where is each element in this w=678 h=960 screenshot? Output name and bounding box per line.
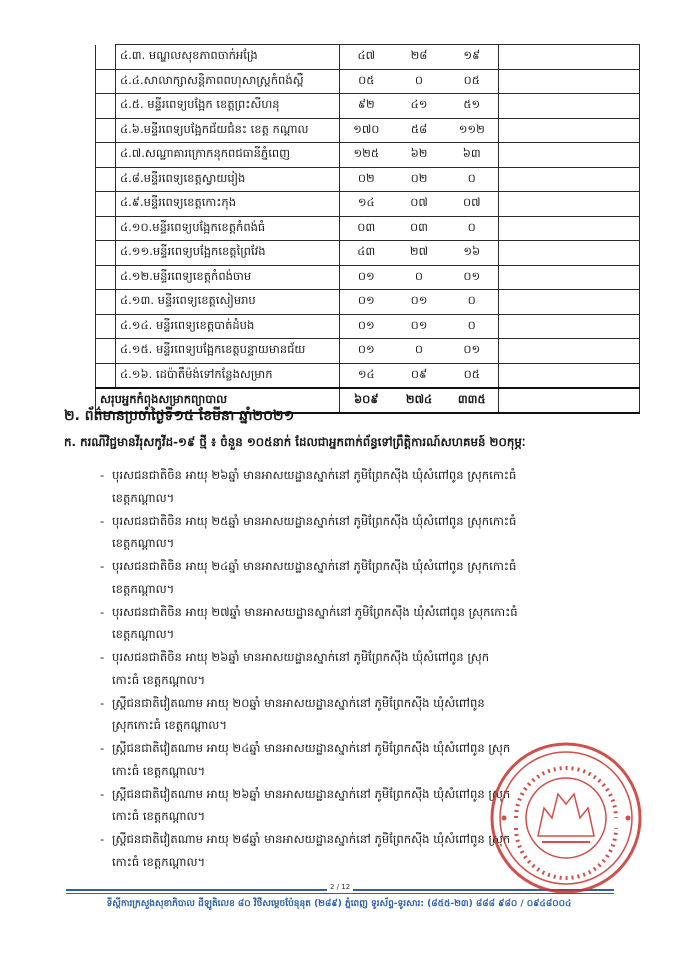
indent-cell: [96, 94, 116, 119]
total-female-cell: ៣៣៥: [446, 388, 499, 413]
total-male-cell: ២៧៤: [393, 388, 446, 413]
total-cell: ១២៥: [340, 143, 393, 168]
table-row: [96, 192, 640, 217]
female-cell: ១៩: [446, 45, 499, 70]
bullet-dash: -: [100, 650, 105, 664]
male-cell: ០២: [393, 167, 446, 192]
table-row: [96, 314, 640, 339]
blank-cell: [499, 265, 640, 290]
female-cell: ០: [446, 216, 499, 241]
list-item: [100, 692, 640, 737]
bullet-dash: -: [100, 559, 105, 573]
case-line1: បុរសជនជាតិចិន អាយុ ២៦ឆ្នាំ មានអាសយដ្ឋានស្នាក់នៅ ភូមិព្រែកស៊ីង ឃុំសំពៅពូន ស្រុក: [112, 650, 490, 664]
indent-cell: [96, 339, 116, 364]
blank-cell: [499, 314, 640, 339]
male-cell: ០១: [393, 314, 446, 339]
grand-total-cell: ៦០៩: [340, 388, 393, 413]
section-heading: ២. ព័ត៌មានប្រចាំថ្ងៃទី១៥ ខែមីនា ឆ្នាំ២០២១: [64, 408, 295, 424]
bullet-dash: -: [100, 741, 105, 755]
total-cell: ៩២: [340, 94, 393, 119]
indent-cell: [96, 45, 116, 70]
male-cell: ០៣: [393, 216, 446, 241]
blank-cell: [499, 192, 640, 217]
blank-cell: [499, 241, 640, 266]
blank-cell: [499, 290, 640, 315]
case-line2: ខេត្តកណ្ដាល។: [112, 490, 175, 505]
facility-name-cell: ៤.១១.មន្ទីរពេទ្យបង្អែកខេត្តព្រៃវែង: [116, 241, 340, 266]
bullet-dash: -: [100, 513, 105, 528]
total-cell: ០១: [340, 314, 393, 339]
total-cell: ១៤: [340, 363, 393, 388]
total-cell: ០២: [340, 167, 393, 192]
table-row: [96, 94, 640, 119]
indent-cell: [96, 314, 116, 339]
table-row: [96, 265, 640, 290]
total-cell: ១៤: [340, 192, 393, 217]
female-cell: ៥១: [446, 94, 499, 119]
female-cell: ០: [446, 167, 499, 192]
facility-name-cell: ៤.១៤. មន្ទីរពេទ្យខេត្តបាត់ដំបង: [116, 314, 340, 339]
blank-cell: [499, 94, 640, 119]
total-cell: ០១: [340, 339, 393, 364]
case-line1: បុរសជនជាតិចិន អាយុ ២៤ឆ្នាំ មានអាសយដ្ឋានស្នាក់នៅ ភូមិព្រែកស៊ីង ឃុំសំពៅពូន ស្រុកកោះធំ: [112, 559, 517, 573]
table-row: [96, 69, 640, 94]
case-line1: ស្ត្រីជនជាតិវៀតណាម អាយុ ២៨ឆ្នាំ មានអាសយដ្ឋានស្នាក់នៅ ភូមិព្រែកស៊ីង ឃុំសំពៅពូន ស្រុក: [112, 832, 511, 846]
table-row: [96, 143, 640, 168]
case-line2: ខេត្តកណ្ដាល។: [112, 536, 175, 550]
list-item: [100, 646, 640, 691]
male-cell: ២៨: [393, 45, 446, 70]
female-cell: ០៧: [446, 192, 499, 217]
table-row: [96, 290, 640, 315]
male-cell: ០: [393, 69, 446, 94]
table-row: [96, 241, 640, 266]
case-line1: ស្ត្រីជនជាតិវៀតណាម អាយុ ២០ឆ្នាំ មានអាសយដ្ឋានស្នាក់នៅ ភូមិព្រែកស៊ីង ឃុំសំពៅពូន: [112, 695, 485, 710]
facility-name-cell: ៤.១៥. មន្ទីរពេទ្យបង្អែកខេត្តបន្ទាយមានជ័យ: [116, 339, 340, 364]
indent-cell: [96, 290, 116, 315]
facility-name-cell: ៤.៩.មន្ទីរពេទ្យខេត្តកោះកុង: [116, 192, 340, 217]
blank-cell: [499, 363, 640, 388]
case-line2: ខេត្តកណ្ដាល។: [112, 581, 175, 596]
list-item: [100, 510, 640, 555]
indent-cell: [96, 69, 116, 94]
facility-name-cell: ៤.៣. មណ្ឌលសុខភាពចាក់អង្រែ: [116, 45, 340, 70]
indent-cell: [96, 143, 116, 168]
case-line1: ស្ត្រីជនជាតិវៀតណាម អាយុ ២៦ឆ្នាំ មានអាសយដ្ឋានស្នាក់នៅ ភូមិព្រែកស៊ីង ឃុំសំពៅពូន ស្រុក: [112, 786, 511, 801]
case-line2: កោះធំ ខេត្តកណ្ដាល។: [112, 854, 206, 869]
table-row: [96, 216, 640, 241]
total-cell: ៤៣: [340, 241, 393, 266]
blank-cell: [499, 167, 640, 192]
female-cell: ៦៣: [446, 143, 499, 168]
female-cell: ០៥: [446, 363, 499, 388]
indent-cell: [96, 363, 116, 388]
facility-name-cell: ៤.១០.មន្ទីរពេទ្យបង្អែកខេត្តកំពង់ធំ: [116, 216, 340, 241]
male-cell: ០: [393, 265, 446, 290]
female-cell: ១៦: [446, 241, 499, 266]
male-cell: ៤១: [393, 94, 446, 119]
male-cell: ២៧: [393, 241, 446, 266]
facility-name-cell: ៤.៦.មន្ទីរពេទ្យបង្អែកជ័យជំនះ ខេត្ត កណ្ដាល: [116, 118, 340, 143]
total-cell: ១៧០: [340, 118, 393, 143]
blank-cell: [499, 45, 640, 70]
page-number: 2 / 12: [327, 883, 353, 891]
official-seal-icon: [486, 738, 646, 898]
total-cell: ០១: [340, 290, 393, 315]
facility-name-cell: ៤.១៣. មន្ទីរពេទ្យខេត្តសៀមរាប: [116, 290, 340, 315]
facility-name-cell: ៤.៥. មន្ទីរពេទ្យបង្អែក ខេត្តព្រះសីហនុ: [116, 94, 340, 119]
indent-cell: [96, 167, 116, 192]
case-line1: ស្ត្រីជនជាតិវៀតណាម អាយុ ២៤ឆ្នាំ មានអាសយដ្ឋានស្នាក់នៅ ភូមិព្រែកស៊ីង ឃុំសំពៅពូន ស្រុក: [112, 741, 511, 755]
table-row: [96, 363, 640, 388]
female-cell: ០: [446, 314, 499, 339]
total-cell: ៤៧: [340, 45, 393, 70]
facility-name-cell: ៤.៨.មន្ទីរពេទ្យខេត្តស្វាយរៀង: [116, 167, 340, 192]
female-cell: ០៥: [446, 69, 499, 94]
case-line1: បុរសជនជាតិចិន អាយុ ២៦ឆ្នាំ មានអាសយដ្ឋានស្នាក់នៅ ភូមិព្រែកស៊ីង ឃុំសំពៅពូន ស្រុកកោះធំ: [112, 468, 517, 482]
indent-cell: [96, 216, 116, 241]
male-cell: ០៧: [393, 192, 446, 217]
total-cell: ០១: [340, 265, 393, 290]
table-row: [96, 118, 640, 143]
table-row: [96, 167, 640, 192]
blank-cell: [499, 216, 640, 241]
male-cell: ០: [393, 339, 446, 364]
case-line2: កោះធំ ខេត្តកណ្ដាល។: [112, 672, 206, 687]
bullet-dash: -: [100, 832, 105, 846]
bullet-dash: -: [100, 604, 105, 619]
indent-cell: [96, 265, 116, 290]
blank-cell: [499, 118, 640, 143]
case-line2: កោះធំ ខេត្តកណ្ដាល។: [112, 809, 206, 823]
table-body: [96, 45, 640, 413]
facility-name-cell: ៤.៤.សាលាក្សាសន្តិភាពពហុសាស្ត្រកំពង់ស្ពឺ: [116, 69, 340, 94]
case-line2: ស្រុកកោះធំ ខេត្តកណ្ដាល។: [112, 718, 227, 732]
treatment-table: [95, 44, 640, 414]
footer-address: ទីស្តីការក្រសួងសុខាភិបាល ដីឡូតិលេខ ៨០ វិថីសម្តេចប៉ែនុនុត (២៨៩) ភ្នំពេញ ទូរស័ព្ទ-ទូរសារ: (៨៥៥-២៣) ៨៨៨ ៩៨០ / ០៩៤៨០០៤: [106, 899, 572, 909]
list-item: [100, 555, 640, 600]
list-item: [100, 464, 640, 509]
sub-heading: ក. ករណីវិជ្ជមានវីរុសកូវីដ-១៩ ថ្មី ៖ ចំនួន ១០៥នាក់ ដែលជាអ្នកពាក់ព័ន្ធទៅព្រឹត្តិការណ៍សហគមន៍ ២០កុម្ភៈ: [64, 435, 526, 449]
indent-cell: [96, 241, 116, 266]
case-line1: បុរសជនជាតិចិន អាយុ ២៧ឆ្នាំ មានអាសយដ្ឋានស្នាក់នៅ ភូមិព្រែកស៊ីង ឃុំសំពៅពូន ស្រុកកោះធំ: [112, 604, 518, 619]
list-item: [100, 601, 640, 646]
bullet-dash: -: [100, 786, 105, 801]
facility-name-cell: ៤.១៦. ដេប៉ាតឹម៉ង់ទៅកន្លែងសម្រាក: [116, 363, 340, 388]
case-line2: ខេត្តកណ្ដាល។: [112, 627, 175, 641]
bullet-dash: -: [100, 695, 105, 710]
table-row: [96, 339, 640, 364]
total-cell: ០៥: [340, 69, 393, 94]
case-line1: បុរសជនជាតិចិន អាយុ ២៥ឆ្នាំ មានអាសយដ្ឋានស្នាក់នៅ ភូមិព្រែកស៊ីង ឃុំសំពៅពូន ស្រុកកោះធំ: [112, 513, 517, 528]
bullet-dash: -: [100, 468, 105, 482]
blank-cell: [499, 143, 640, 168]
facility-name-cell: ៤.៧.សណ្ឋាគារក្រោកនុកពជធានីភ្នំពេញ: [116, 143, 340, 168]
male-cell: ០៩: [393, 363, 446, 388]
blank-cell: [499, 339, 640, 364]
total-cell: ០៣: [340, 216, 393, 241]
female-cell: ០១: [446, 339, 499, 364]
facility-name-cell: ៤.១២.មន្ទីរពេទ្យខេត្តកំពង់ចាម: [116, 265, 340, 290]
male-cell: ៦២: [393, 143, 446, 168]
male-cell: ៥៨: [393, 118, 446, 143]
case-line2: កោះធំ ខេត្តកណ្ដាល។: [112, 763, 206, 778]
female-cell: ០១: [446, 265, 499, 290]
table-row: [96, 45, 640, 70]
total-label-cell: សរុបអ្នកកំពុងសម្រាកព្យាបាល: [96, 388, 340, 413]
indent-cell: [96, 192, 116, 217]
blank-cell: [499, 388, 640, 413]
female-cell: ១១២: [446, 118, 499, 143]
blank-cell: [499, 69, 640, 94]
indent-cell: [96, 118, 116, 143]
female-cell: ០: [446, 290, 499, 315]
male-cell: ០១: [393, 290, 446, 315]
